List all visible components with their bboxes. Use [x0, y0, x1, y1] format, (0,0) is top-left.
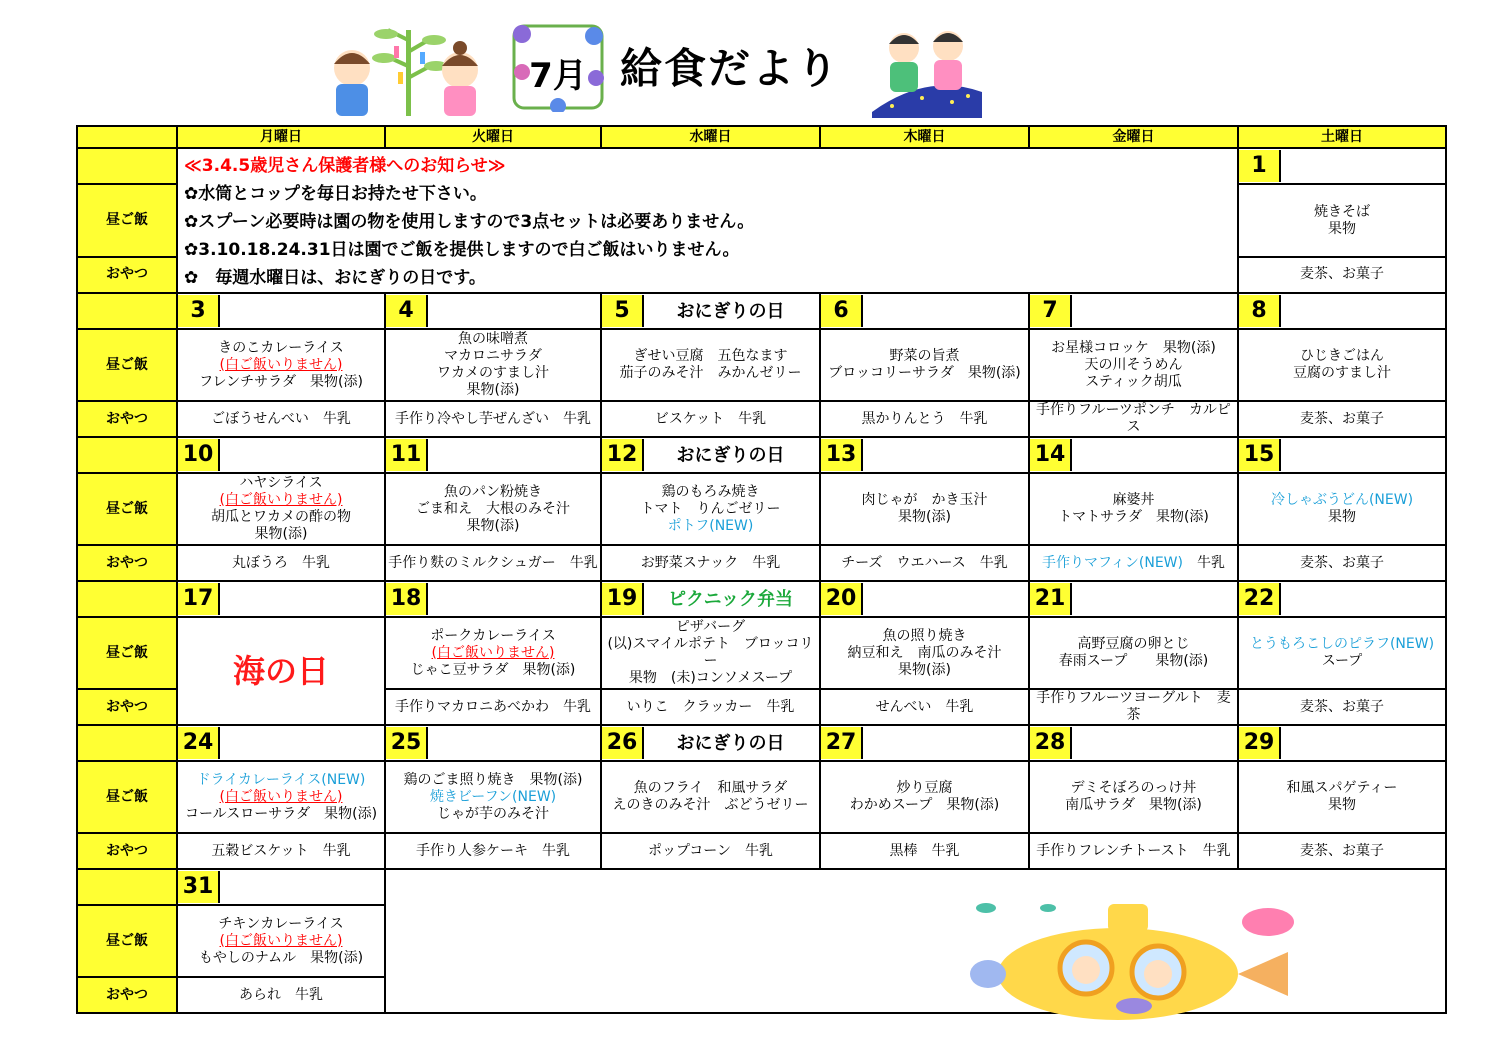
snack-cell: 麦茶、お菓子 — [1238, 689, 1446, 725]
lunch-cell: 魚のフライ 和風サラダ えのきのみそ汁 ぶどうゼリー — [601, 761, 820, 833]
weekday-fri: 金曜日 — [1029, 126, 1238, 148]
week2-snack-row — [77, 545, 1446, 581]
date-number: 10 — [178, 439, 220, 471]
lunch-cell: 炒り豆腐 わかめスープ 果物(添) — [820, 761, 1029, 833]
lunch-cell: 高野豆腐の卵とじ 春雨スープ 果物(添) — [1029, 617, 1238, 689]
snack-cell: 手作り冷やし芋ぜんざい 牛乳 — [385, 401, 601, 437]
weekday-sat: 土曜日 — [1238, 126, 1446, 148]
week4-snack-row — [77, 833, 1446, 869]
week2-lunch-row — [77, 473, 1446, 545]
date-number: 25 — [386, 727, 428, 759]
week2-date-row — [77, 437, 1446, 473]
snack-cell: 麦茶、お菓子 — [1238, 833, 1446, 869]
date-number: 21 — [1030, 583, 1072, 615]
lunch-cell: デミそぼろのっけ丼 南瓜サラダ 果物(添) — [1029, 761, 1238, 833]
orihime-hikoboshi-illustration — [872, 22, 982, 118]
lunch-cell: ピザバーグ (以)スマイルポテト ブロッコリー 果物 (未)コンソメスープ — [601, 617, 820, 689]
snack-cell: チーズ ウエハース 牛乳 — [820, 545, 1029, 581]
date-number: 5 — [602, 295, 644, 327]
snack-cell: 丸ぼうろ 牛乳 — [177, 545, 385, 581]
weekday-header-row — [77, 126, 1446, 148]
lunch-label: 昼ご飯 — [77, 761, 177, 833]
lunch-cell: 魚の照り焼き 納豆和え 南瓜のみそ汁 果物(添) — [820, 617, 1029, 689]
notice-line: ✿スプーン必要時は園の物を使用しますので3点セットは必要ありません。 — [184, 212, 755, 232]
week4-date-row — [77, 725, 1446, 761]
snack-cell: 手作りマフィン(NEW) 牛乳 — [1029, 545, 1238, 581]
tanabata-children-illustration — [328, 22, 498, 118]
page-header — [0, 0, 1500, 125]
week3-date-row — [77, 581, 1446, 617]
lunch-cell: 魚の味噌煮 マカロニサラダ ワカメのすまし汁 果物(添) — [385, 329, 601, 401]
notice-line: ✿ 毎週水曜日は、おにぎりの日です。 — [184, 268, 486, 288]
lunch-label: 昼ご飯 — [77, 184, 177, 257]
date-number: 15 — [1239, 439, 1281, 471]
notice-title: ≪3.4.5歳児さん保護者様へのお知らせ≫ — [184, 156, 506, 176]
snack-cell: 黒かりんとう 牛乳 — [820, 401, 1029, 437]
lunch-cell: 肉じゃが かき玉汁 果物(添) — [820, 473, 1029, 545]
snack-cell: 黒棒 牛乳 — [820, 833, 1029, 869]
lunch-cell: ポークカレーライス (白ご飯いりません) じゃこ豆サラダ 果物(添) — [385, 617, 601, 689]
lunch-calendar-table — [76, 125, 1447, 1014]
snack-label: おやつ — [77, 257, 177, 293]
lunch-label: 昼ご飯 — [77, 329, 177, 401]
date-number: 8 — [1239, 295, 1281, 327]
date-number: 12 — [602, 439, 644, 471]
week1-date-row — [77, 293, 1446, 329]
date-number: 27 — [821, 727, 863, 759]
snack-cell: 手作りフレンチトースト 牛乳 — [1029, 833, 1238, 869]
date-number: 4 — [386, 295, 428, 327]
snack-cell: 手作り人参ケーキ 牛乳 — [385, 833, 601, 869]
snack-cell: 麦茶、お菓子 — [1238, 257, 1446, 293]
date-number: 6 — [821, 295, 863, 327]
date-number: 22 — [1239, 583, 1281, 615]
notice-box — [177, 148, 1238, 293]
date-number: 14 — [1030, 439, 1072, 471]
snack-cell: せんべい 牛乳 — [820, 689, 1029, 725]
snack-label: おやつ — [77, 401, 177, 437]
date-number: 17 — [178, 583, 220, 615]
date-number: 19 — [602, 583, 644, 615]
snack-label: おやつ — [77, 545, 177, 581]
lunch-cell: ひじきごはん 豆腐のすまし汁 — [1238, 329, 1446, 401]
month-badge — [510, 22, 606, 112]
date-number: 1 — [1239, 150, 1281, 182]
lunch-cell: チキンカレーライス (白ご飯いりません) もやしのナムル 果物(添) — [177, 905, 385, 977]
weekday-tue: 火曜日 — [385, 126, 601, 148]
weekday-thu: 木曜日 — [820, 126, 1029, 148]
week4-lunch-row — [77, 761, 1446, 833]
snack-cell: あられ 牛乳 — [177, 977, 385, 1013]
date-number: 7 — [1030, 295, 1072, 327]
date-number: 31 — [178, 871, 220, 903]
onigiri-day-tag: おにぎりの日 — [676, 444, 785, 466]
lunch-label: 昼ご飯 — [77, 617, 177, 689]
onigiri-day-tag: おにぎりの日 — [676, 300, 785, 322]
onigiri-day-tag: おにぎりの日 — [676, 732, 785, 754]
lunch-cell: 焼きそば 果物 — [1238, 184, 1446, 257]
notice-line: ✿3.10.18.24.31日は園でご飯を提供しますので白ご飯はいりません。 — [184, 240, 740, 260]
lunch-cell: 冷しゃぶうどん(NEW) 果物 — [1238, 473, 1446, 545]
snack-cell: 五穀ビスケット 牛乳 — [177, 833, 385, 869]
picnic-lunch-tag: ピクニック弁当 — [668, 588, 793, 610]
date-number: 24 — [178, 727, 220, 759]
lunch-cell: お星様コロッケ 果物(添) 天の川そうめん スティック胡瓜 — [1029, 329, 1238, 401]
lunch-cell: 鶏のごま照り焼き 果物(添) 焼きビーフン(NEW) じゃが芋のみそ汁 — [385, 761, 601, 833]
lunch-cell: とうもろこしのピラフ(NEW) スープ — [1238, 617, 1446, 689]
snack-cell: お野菜スナック 牛乳 — [601, 545, 820, 581]
snack-cell: 手作りフルーツポンチ カルピス — [1029, 401, 1238, 437]
lunch-cell: 鶏のもろみ焼き トマト りんごゼリー ポトフ(NEW) — [601, 473, 820, 545]
week0-date-row — [77, 148, 1446, 184]
lunch-cell: ドライカレーライス(NEW) (白ご飯いりません) コールスローサラダ 果物(添) — [177, 761, 385, 833]
month-label: 7月 — [529, 56, 587, 96]
week1-lunch-row — [77, 329, 1446, 401]
snack-cell: 麦茶、お菓子 — [1238, 401, 1446, 437]
snack-cell: ビスケット 牛乳 — [601, 401, 820, 437]
lunch-cell: 麻婆丼 トマトサラダ 果物(添) — [1029, 473, 1238, 545]
corner-cell — [77, 126, 177, 148]
lunch-cell: ぎせい豆腐 五色なます 茄子のみそ汁 みかんゼリー — [601, 329, 820, 401]
lunch-cell: きのこカレーライス (白ご飯いりません) フレンチサラダ 果物(添) — [177, 329, 385, 401]
lunch-cell: 野菜の旨煮 ブロッコリーサラダ 果物(添) — [820, 329, 1029, 401]
week1-snack-row — [77, 401, 1446, 437]
lunch-cell: 和風スパゲティー 果物 — [1238, 761, 1446, 833]
snack-cell: 麦茶、お菓子 — [1238, 545, 1446, 581]
snack-cell: 手作りフルーツヨーグルト 麦茶 — [1029, 689, 1238, 725]
date-number: 13 — [821, 439, 863, 471]
lunch-cell: 魚のパン粉焼き ごま和え 大根のみそ汁 果物(添) — [385, 473, 601, 545]
date-number: 26 — [602, 727, 644, 759]
page-title: 給食だより — [620, 44, 841, 93]
snack-label: おやつ — [77, 689, 177, 725]
lunch-cell: ハヤシライス (白ご飯いりません) 胡瓜とワカメの酢の物 果物(添) — [177, 473, 385, 545]
snack-cell: ごぼうせんべい 牛乳 — [177, 401, 385, 437]
lunch-label: 昼ご飯 — [77, 473, 177, 545]
snack-label: おやつ — [77, 833, 177, 869]
snack-cell: いりこ クラッカー 牛乳 — [601, 689, 820, 725]
date-number: 18 — [386, 583, 428, 615]
lunch-label: 昼ご飯 — [77, 905, 177, 977]
snack-cell: 手作りマカロニあべかわ 牛乳 — [385, 689, 601, 725]
weekday-mon: 月曜日 — [177, 126, 385, 148]
holiday-cell: 海の日 — [177, 617, 385, 725]
snack-cell: ポップコーン 牛乳 — [601, 833, 820, 869]
date-number: 28 — [1030, 727, 1072, 759]
week3-lunch-row — [77, 617, 1446, 689]
date-number: 29 — [1239, 727, 1281, 759]
submarine-illustration — [948, 894, 1343, 1029]
date-number: 3 — [178, 295, 220, 327]
weekday-wed: 水曜日 — [601, 126, 820, 148]
notice-line: ✿水筒とコップを毎日お持たせ下さい。 — [184, 184, 487, 204]
date-number: 20 — [821, 583, 863, 615]
snack-label: おやつ — [77, 977, 177, 1013]
snack-cell: 手作り麩のミルクシュガー 牛乳 — [385, 545, 601, 581]
date-number: 11 — [386, 439, 428, 471]
